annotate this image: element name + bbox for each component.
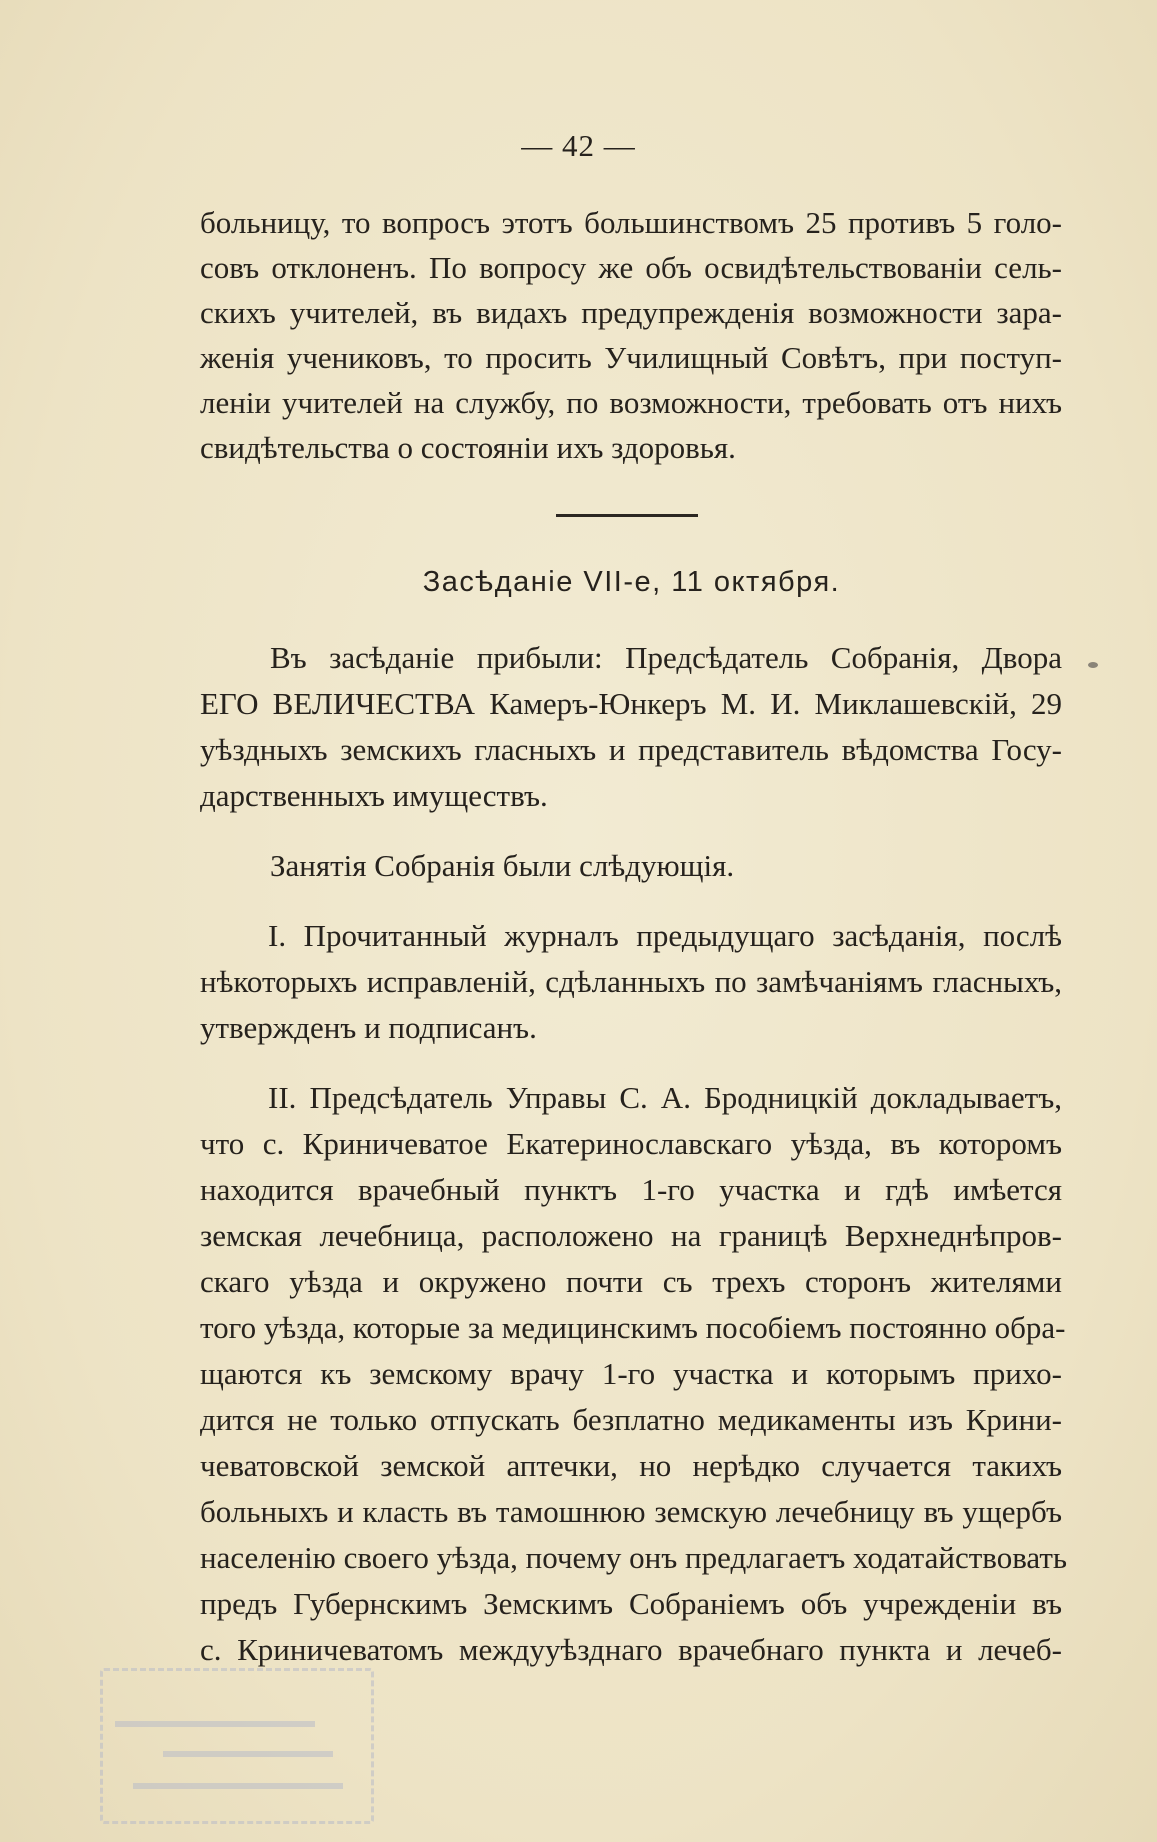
text-line: того уѣзда, которые за медицинскимъ пособіемъ постоянно обра- xyxy=(200,1310,1066,1345)
text-line: Занятія Собранія были слѣдующія. xyxy=(270,848,735,883)
text-line: леніи учителей на службу, по возможности, требовать отъ нихъ xyxy=(200,385,1062,420)
text-line: дится не только отпускать безплатно медикаменты изъ Крини- xyxy=(200,1402,1062,1437)
text-line: находится врачебный пунктъ 1-го участка и гдѣ имѣется xyxy=(200,1172,1062,1207)
text-line: уѣздныхъ земскихъ гласныхъ и представитель вѣдомства Госу- xyxy=(200,732,1062,767)
text-line: ЕГО ВЕЛИЧЕСТВА Камеръ-Юнкеръ М. И. Миклашевскій, 29 xyxy=(200,686,1062,721)
text-line: населенію своего уѣзда, почему онъ предлагаетъ ходатайствовать xyxy=(200,1540,1068,1575)
text-line: больницу, то вопросъ этотъ большинствомъ 25 противъ 5 голо- xyxy=(200,205,1062,240)
text-line: чеватовской земской аптечки, но нерѣдко случается такихъ xyxy=(200,1448,1062,1483)
text-line: II. Предсѣдатель Управы С. А. Бродницкій докладываетъ, xyxy=(268,1080,1062,1115)
page-number: — 42 — xyxy=(521,128,636,163)
text-line: утвержденъ и подписанъ. xyxy=(200,1010,537,1045)
stamp-mark xyxy=(163,1751,333,1757)
section-divider xyxy=(556,514,698,517)
text-line: земская лечебница, расположено на границѣ Верхнеднѣпров- xyxy=(200,1218,1062,1253)
text-line: Въ засѣданіе прибыли: Предсѣдатель Собранія, Двора xyxy=(270,640,1062,675)
text-line: больныхъ и класть въ тамошнюю земскую лечебницу въ ущербъ xyxy=(200,1494,1062,1529)
text-line: скихъ учителей, въ видахъ предупрежденія возможности зара- xyxy=(200,295,1062,330)
text-line: женія учениковъ, то просить Училищный Совѣтъ, при поступ- xyxy=(200,340,1062,375)
text-line: щаются къ земскому врачу 1-го участка и которымъ прихо- xyxy=(200,1356,1062,1391)
stamp-mark xyxy=(133,1783,343,1789)
text-line: что с. Криничеватое Екатеринославскаго уѣзда, въ которомъ xyxy=(200,1126,1062,1161)
ink-fleck xyxy=(1088,662,1098,668)
text-line: дарственныхъ имуществъ. xyxy=(200,778,548,813)
text-line: совъ отклоненъ. По вопросу же объ освидѣтельствованіи сель- xyxy=(200,250,1062,285)
section-heading: Засѣданіе VII-е, 11 октября. xyxy=(422,566,841,598)
text-line: с. Криничеватомъ междууѣзднаго врачебнаго пункта и лечеб- xyxy=(200,1632,1062,1667)
text-line: предъ Губернскимъ Земскимъ Собраніемъ объ учрежденіи въ xyxy=(200,1586,1062,1621)
text-line: нѣкоторыхъ исправленій, сдѣланныхъ по замѣчаніямъ гласныхъ, xyxy=(200,964,1062,999)
text-line: I. Прочитанный журналъ предыдущаго засѣданія, послѣ xyxy=(268,918,1062,953)
text-line: свидѣтельства о состояніи ихъ здоровья. xyxy=(200,430,736,465)
text-line: скаго уѣзда и окружено почти съ трехъ сторонъ жителями xyxy=(200,1264,1062,1299)
library-stamp xyxy=(100,1668,374,1824)
stamp-mark xyxy=(115,1721,315,1727)
